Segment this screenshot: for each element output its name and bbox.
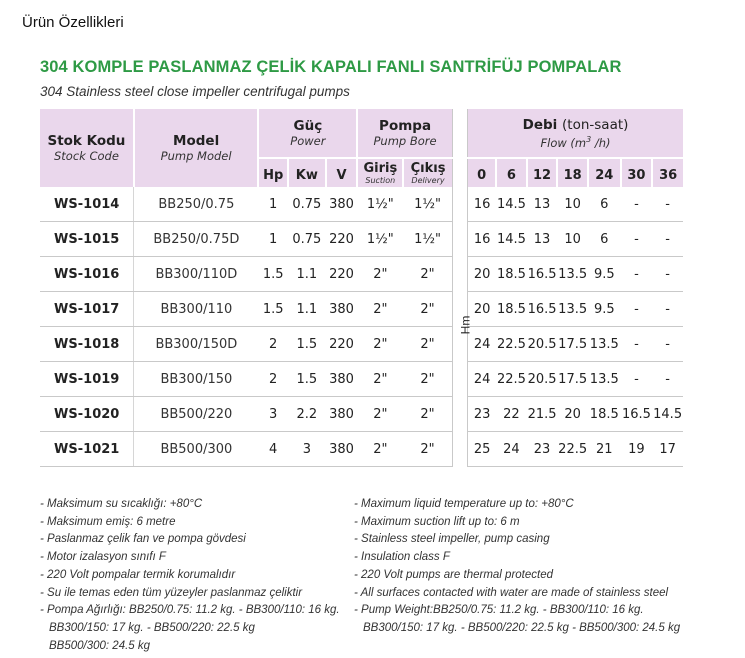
- head-value: 13.5: [588, 362, 621, 397]
- title-turkish: 304 KOMPLE PASLANMAZ ÇELİK KAPALI FANLI SANTRİFÜJ POMPALAR: [40, 58, 622, 76]
- pump-model: BB300/110D: [134, 257, 259, 292]
- head-value: -: [652, 222, 683, 257]
- outlet-value: 1½": [403, 222, 452, 257]
- note-item: - Maximum suction lift up to: 6 m: [354, 515, 520, 528]
- hp-value: 2: [258, 362, 288, 397]
- outlet-value: 2": [403, 432, 452, 467]
- stock-code: WS-1014: [40, 187, 134, 222]
- header-flow-6: 6: [496, 158, 527, 187]
- kw-value: 3: [288, 432, 326, 467]
- table-row: [40, 432, 683, 467]
- stock-code: WS-1021: [40, 432, 134, 467]
- note-item: - Su ile temas eden tüm yüzeyler paslanmaz çeliktir: [40, 586, 303, 599]
- head-value: -: [621, 362, 653, 397]
- head-value: 6: [588, 222, 621, 257]
- note-item: - Insulation class F: [354, 551, 450, 564]
- head-value: 20.5: [527, 327, 558, 362]
- header-volt: V: [326, 158, 358, 187]
- head-value: 22.5: [557, 432, 588, 467]
- head-value: 22.5: [496, 362, 527, 397]
- head-value: 9.5: [588, 257, 621, 292]
- kw-value: 1.5: [288, 362, 326, 397]
- head-value: 24: [468, 362, 497, 397]
- header-power: Güç Power: [258, 109, 357, 158]
- kw-value: 1.5: [288, 327, 326, 362]
- table-row: [40, 327, 683, 362]
- header-inlet: Giriş Suction: [357, 158, 403, 187]
- head-value: -: [652, 187, 683, 222]
- hp-value: 2: [258, 327, 288, 362]
- head-value: 20: [468, 257, 497, 292]
- stock-code: WS-1018: [40, 327, 134, 362]
- head-value: 23: [468, 397, 497, 432]
- header-stock-code: Stok Kodu Stock Code: [40, 109, 134, 187]
- inlet-value: 1½": [357, 187, 403, 222]
- head-value: 25: [468, 432, 497, 467]
- kw-value: 0.75: [288, 187, 326, 222]
- volt-value: 220: [326, 222, 358, 257]
- head-value: 18.5: [496, 257, 527, 292]
- head-value: 17.5: [557, 327, 588, 362]
- head-value: 19: [621, 432, 653, 467]
- head-value: -: [652, 257, 683, 292]
- note-item: - Pump Weight:BB250/0.75: 11.2 kg. - BB300/110: 16 kg.: [354, 604, 644, 617]
- note-item: - Pompa Ağırlığı: BB250/0.75: 11.2 kg. - BB300/110: 16 kg.: [40, 604, 340, 617]
- pump-model: BB300/150: [134, 362, 259, 397]
- stock-code: WS-1017: [40, 292, 134, 327]
- table-row: [40, 222, 683, 257]
- volt-value: 380: [326, 187, 358, 222]
- hm-label: Hm: [458, 315, 473, 335]
- outlet-value: 2": [403, 257, 452, 292]
- note-item: - All surfaces contacted with water are made of stainless steel: [354, 586, 669, 599]
- head-value: 22: [496, 397, 527, 432]
- pump-spec-table: [40, 109, 683, 467]
- outlet-value: 1½": [403, 187, 452, 222]
- note-item: - 220 Volt pumps are thermal protected: [354, 568, 554, 581]
- head-value: 22.5: [496, 327, 527, 362]
- head-value: 18.5: [496, 292, 527, 327]
- header-flow-24: 24: [588, 158, 621, 187]
- volt-value: 220: [326, 257, 358, 292]
- head-value: 13.5: [557, 257, 588, 292]
- head-value: -: [621, 257, 653, 292]
- header-model: Model Pump Model: [134, 109, 259, 187]
- hp-value: 1: [258, 187, 288, 222]
- head-value: -: [652, 362, 683, 397]
- note-item: - Paslanmaz çelik fan ve pompa gövdesi: [40, 533, 246, 546]
- page-heading: Ürün Özellikleri: [22, 14, 124, 31]
- stock-code: WS-1016: [40, 257, 134, 292]
- head-value: 14.5: [496, 222, 527, 257]
- hp-value: 1.5: [258, 292, 288, 327]
- head-value: 13.5: [557, 292, 588, 327]
- header-kw: Kw: [288, 158, 326, 187]
- stock-code: WS-1015: [40, 222, 134, 257]
- header-flow-36: 36: [652, 158, 683, 187]
- head-value: 17.5: [557, 362, 588, 397]
- head-value: 14.5: [496, 187, 527, 222]
- pump-model: BB500/220: [134, 397, 259, 432]
- pump-model: BB300/150D: [134, 327, 259, 362]
- table-row: [40, 257, 683, 292]
- hp-value: 1: [258, 222, 288, 257]
- head-value: 16: [468, 187, 497, 222]
- head-value: 16: [468, 222, 497, 257]
- head-value: 13: [527, 187, 558, 222]
- inlet-value: 2": [357, 292, 403, 327]
- note-item: BB500/300: 24.5 kg: [49, 639, 151, 652]
- table-row: [40, 292, 683, 327]
- pump-spec-table-wrapper: [40, 109, 683, 467]
- table-row: [40, 187, 683, 222]
- head-value: 21: [588, 432, 621, 467]
- note-item: - Maksimum su sıcaklığı: +80°C: [40, 498, 203, 510]
- inlet-value: 1½": [357, 222, 403, 257]
- head-value: 16.5: [621, 397, 653, 432]
- kw-value: 0.75: [288, 222, 326, 257]
- title-english: 304 Stainless steel close impeller centrifugal pumps: [40, 84, 350, 99]
- head-value: 6: [588, 187, 621, 222]
- pump-model: BB250/0.75: [134, 187, 259, 222]
- pump-model: BB500/300: [134, 432, 259, 467]
- note-item: BB300/150: 17 kg. - BB500/220: 22.5 kg - BB500/300: 24.5 kg: [363, 621, 681, 634]
- outlet-value: 2": [403, 327, 452, 362]
- head-value: -: [652, 292, 683, 327]
- head-value: 18.5: [588, 397, 621, 432]
- kw-value: 1.1: [288, 292, 326, 327]
- header-flow-12: 12: [527, 158, 558, 187]
- head-value: 24: [468, 327, 497, 362]
- head-value: 16.5: [527, 292, 558, 327]
- volt-value: 380: [326, 292, 358, 327]
- head-value: 13: [527, 222, 558, 257]
- head-value: -: [621, 327, 653, 362]
- inlet-value: 2": [357, 397, 403, 432]
- outlet-value: 2": [403, 397, 452, 432]
- notes-english: [354, 496, 734, 638]
- header-flow-18: 18: [557, 158, 588, 187]
- note-item: - Stainless steel impeller, pump casing: [354, 533, 550, 546]
- inlet-value: 2": [357, 362, 403, 397]
- head-value: 10: [557, 222, 588, 257]
- header-pump-bore: Pompa Pump Bore: [357, 109, 452, 158]
- head-value: 13.5: [588, 327, 621, 362]
- head-value: 20: [557, 397, 588, 432]
- header-outlet: Çıkış Delivery: [403, 158, 452, 187]
- outlet-value: 2": [403, 362, 452, 397]
- stock-code: WS-1019: [40, 362, 134, 397]
- head-value: -: [652, 327, 683, 362]
- head-value: 21.5: [527, 397, 558, 432]
- header-flow: Debi (ton-saat) Flow ($m^3$ /h): [468, 109, 683, 158]
- header-flow-0: 0: [468, 158, 497, 187]
- inlet-value: 2": [357, 327, 403, 362]
- head-value: 20.5: [527, 362, 558, 397]
- inlet-value: 2": [357, 432, 403, 467]
- pump-model: BB250/0.75D: [134, 222, 259, 257]
- note-item: - Maksimum emiş: 6 metre: [40, 515, 176, 528]
- head-value: 20: [468, 292, 497, 327]
- header-hp: Hp: [258, 158, 288, 187]
- hp-value: 3: [258, 397, 288, 432]
- note-item: BB300/150: 17 kg. - BB500/220: 22.5 kg: [49, 621, 255, 634]
- head-value: -: [621, 292, 653, 327]
- note-item: - Maximum liquid temperature up to: +80°C: [354, 498, 574, 510]
- pump-model: BB300/110: [134, 292, 259, 327]
- head-value: 17: [652, 432, 683, 467]
- hp-value: 4: [258, 432, 288, 467]
- head-value: 9.5: [588, 292, 621, 327]
- kw-value: 1.1: [288, 257, 326, 292]
- volt-value: 380: [326, 362, 358, 397]
- header-separator: [452, 109, 467, 187]
- head-value: 16.5: [527, 257, 558, 292]
- header-flow-30: 30: [621, 158, 653, 187]
- outlet-value: 2": [403, 292, 452, 327]
- volt-value: 220: [326, 327, 358, 362]
- head-value: 23: [527, 432, 558, 467]
- volt-value: 380: [326, 397, 358, 432]
- volt-value: 380: [326, 432, 358, 467]
- note-item: - 220 Volt pompalar termik korumalıdır: [40, 568, 236, 581]
- head-value: -: [621, 222, 653, 257]
- note-item: - Motor izalasyon sınıfı F: [40, 551, 166, 564]
- hp-value: 1.5: [258, 257, 288, 292]
- inlet-value: 2": [357, 257, 403, 292]
- table-row: [40, 397, 683, 432]
- stock-code: WS-1020: [40, 397, 134, 432]
- head-value: 10: [557, 187, 588, 222]
- table-row: [40, 362, 683, 397]
- head-value: -: [621, 187, 653, 222]
- kw-value: 2.2: [288, 397, 326, 432]
- notes-turkish: [40, 496, 350, 655]
- head-value: 24: [496, 432, 527, 467]
- head-value: 14.5: [652, 397, 683, 432]
